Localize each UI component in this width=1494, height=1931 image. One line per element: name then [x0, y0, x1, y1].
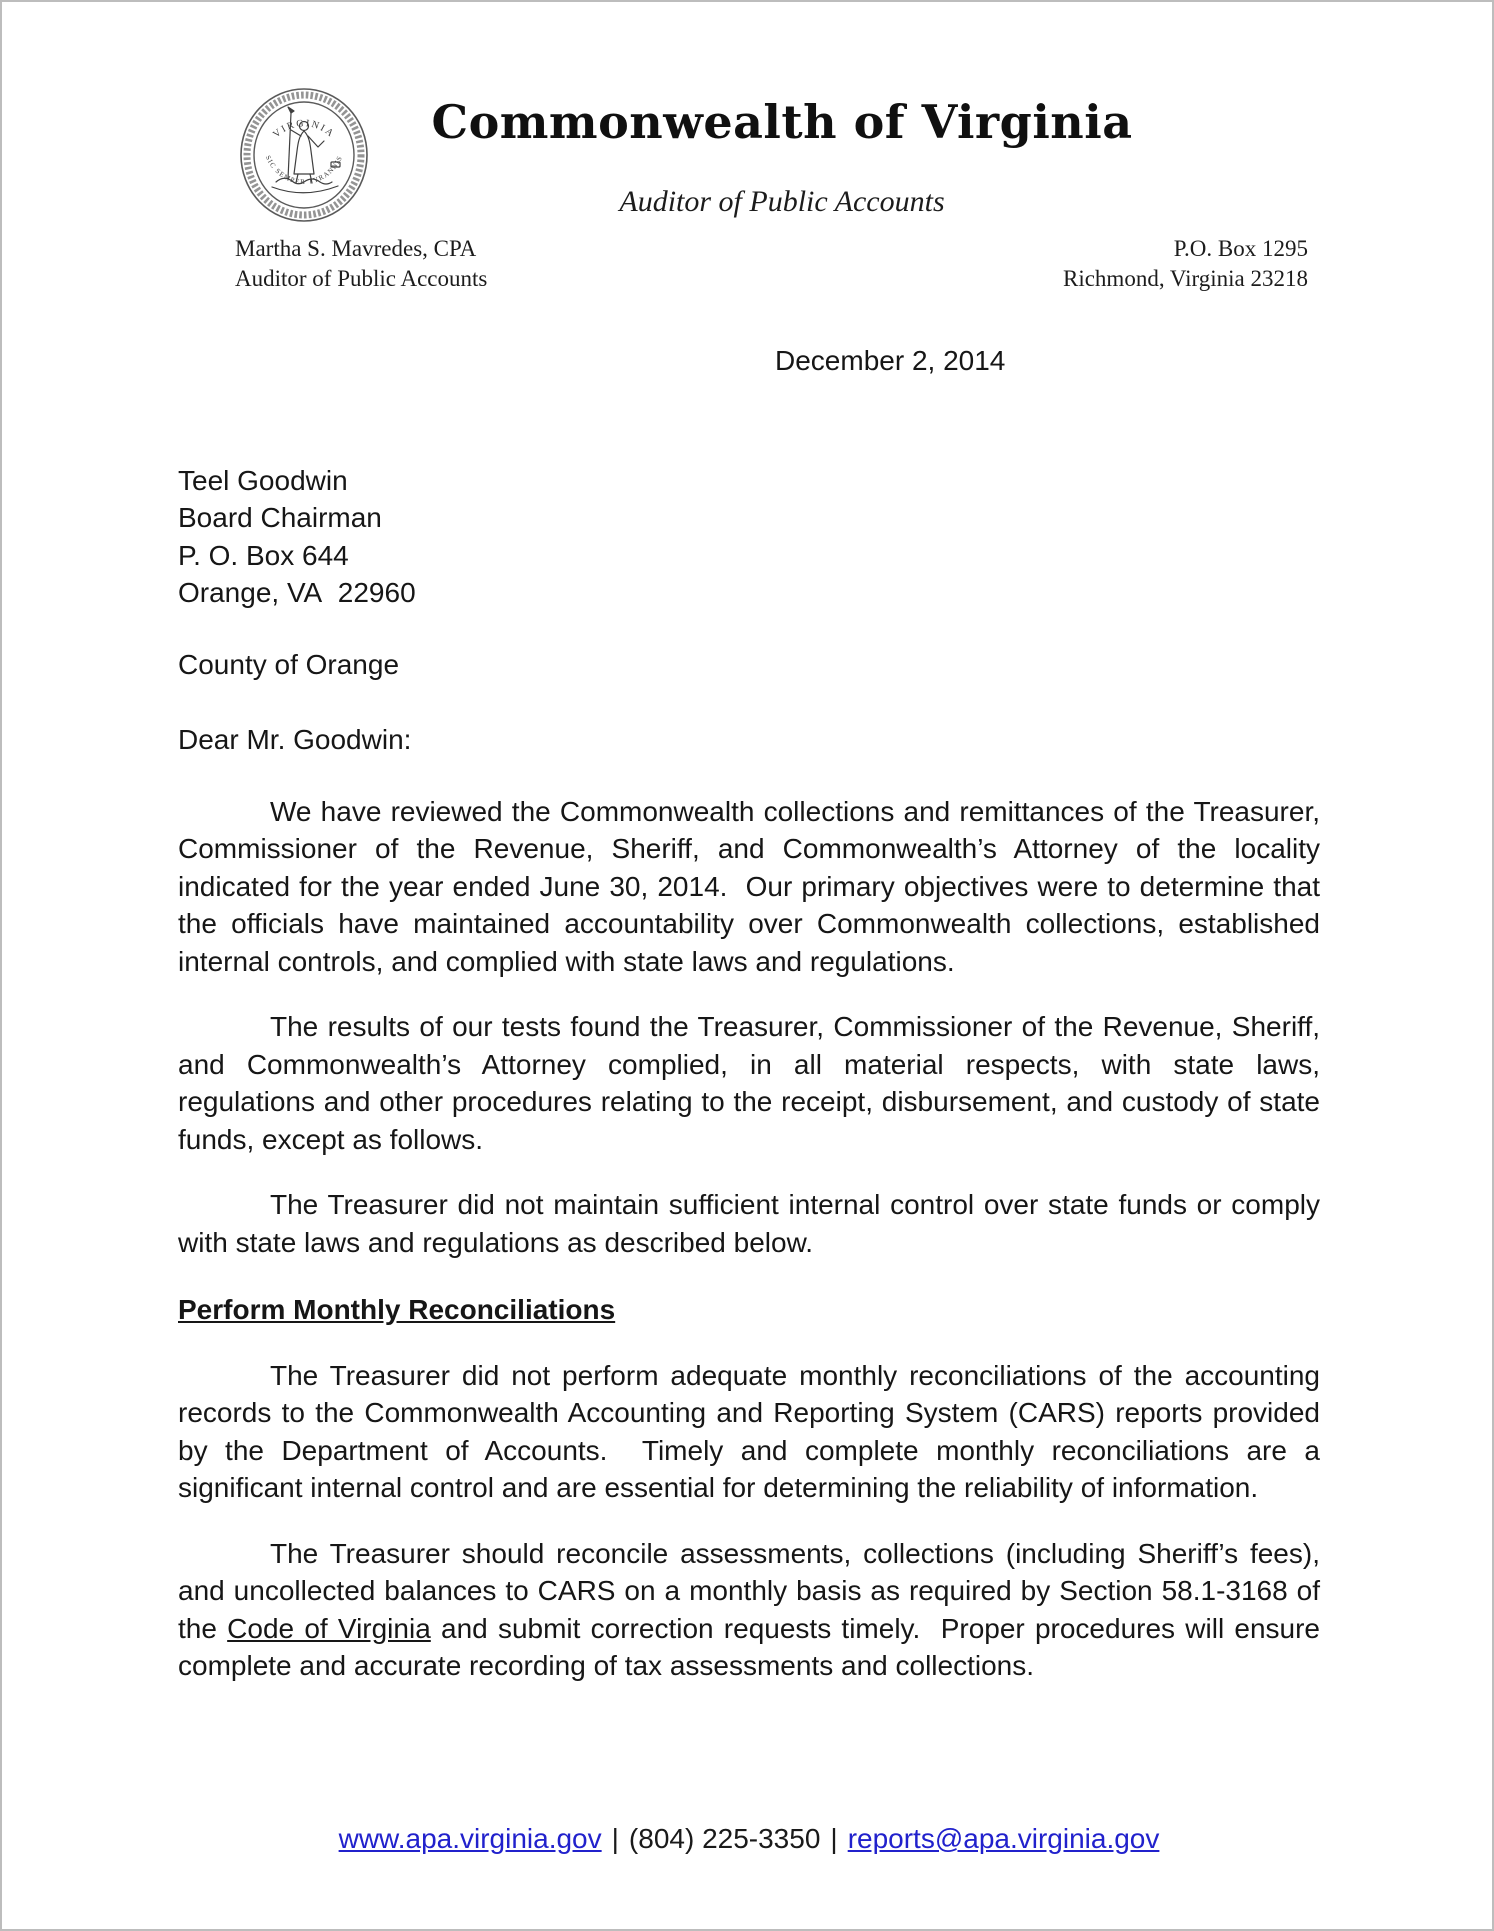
- letterhead-masthead: [302, 94, 1262, 220]
- locality-reference: County of Orange: [178, 648, 400, 680]
- salutation: Dear Mr. Goodwin:: [178, 724, 412, 755]
- auditor-name: Martha S. Mavredes, CPA: [235, 236, 477, 261]
- auditor-name-block: [235, 234, 487, 294]
- recommendation-text-before: The Treasurer should reconcile assessments, collections (including Sheriff’s fees), and uncollected balances to CARS on a monthly basis as required by Section 58.1-3168 of the: [178, 1537, 1320, 1644]
- footer-separator: |: [830, 1823, 838, 1854]
- code-of-virginia-citation: Code of Virginia: [227, 1612, 431, 1644]
- recommendation-text-after: and submit correction requests timely. Proper procedures will ensure complete and accurate recording of tax assessments and collections.: [178, 1612, 1320, 1681]
- auditor-title: Auditor of Public Accounts: [235, 266, 488, 291]
- seal-bottom-text: SIC SEMPER TYRANNIS: [263, 154, 345, 187]
- phone-number: (804) 225-3350: [628, 1823, 821, 1854]
- email-link[interactable]: reports@apa.virginia.gov: [847, 1823, 1160, 1854]
- letterhead-title: Commonwealth of Virginia: [431, 95, 1133, 149]
- paragraph-recommendation: [178, 1535, 1320, 1685]
- recipient-city-state-zip: Orange, VA 22960: [178, 577, 416, 608]
- website-link[interactable]: www.apa.virginia.gov: [338, 1823, 602, 1854]
- paragraph-reconciliation-detail: The Treasurer did not perform adequate monthly reconciliations of the accounting records to the Commonwealth Accounting and Reporting System (CARS) reports provided by the Department of Accounts. Timely and complete monthly reconciliations are a significant internal control and are essential for determining the reliability of information.: [178, 1359, 1320, 1503]
- letterhead-subtitle: Auditor of Public Accounts: [619, 185, 945, 218]
- paragraph-test-results: The results of our tests found the Treasurer, Commissioner of the Revenue, Sheriff, and Commonwealth’s Attorney complied, in all material respects, with state laws, regulations and other procedures relating to the receipt, disbursement, and custody of state funds, except as follows.: [178, 1011, 1320, 1155]
- paragraph-treasurer-finding: The Treasurer did not maintain sufficient internal control over state funds or comply with state laws and regulations as described below.: [178, 1189, 1320, 1258]
- office-city-state-zip: Richmond, Virginia 23218: [1062, 266, 1308, 291]
- recipient-name: Teel Goodwin: [178, 464, 348, 496]
- seal-top-text: VIRGINIA: [271, 118, 337, 141]
- recipient-address-block: [178, 462, 1320, 612]
- office-address-block: [1063, 234, 1308, 294]
- recipient-po-box: P. O. Box 644: [178, 539, 349, 571]
- recipient-title: Board Chairman: [178, 502, 382, 533]
- office-po-box: P.O. Box 1295: [1173, 236, 1308, 261]
- section-heading-reconciliations: Perform Monthly Reconciliations: [178, 1294, 616, 1325]
- letter-body: [178, 342, 1320, 1685]
- paragraph-review-scope: We have reviewed the Commonwealth collections and remittances of the Treasurer, Commissioner of the Revenue, Sheriff, and Commonwealth’s Attorney of the locality indicated for the year ended June 30, 2014. Our primary objectives were to determine that the officials have maintained accountability over Commonwealth collections, established internal controls, and complied with state laws and regulations.: [178, 795, 1320, 977]
- footer-separator: |: [611, 1823, 619, 1854]
- letter-footer: [178, 1820, 1320, 1858]
- letter-date: December 2, 2014: [775, 345, 1006, 376]
